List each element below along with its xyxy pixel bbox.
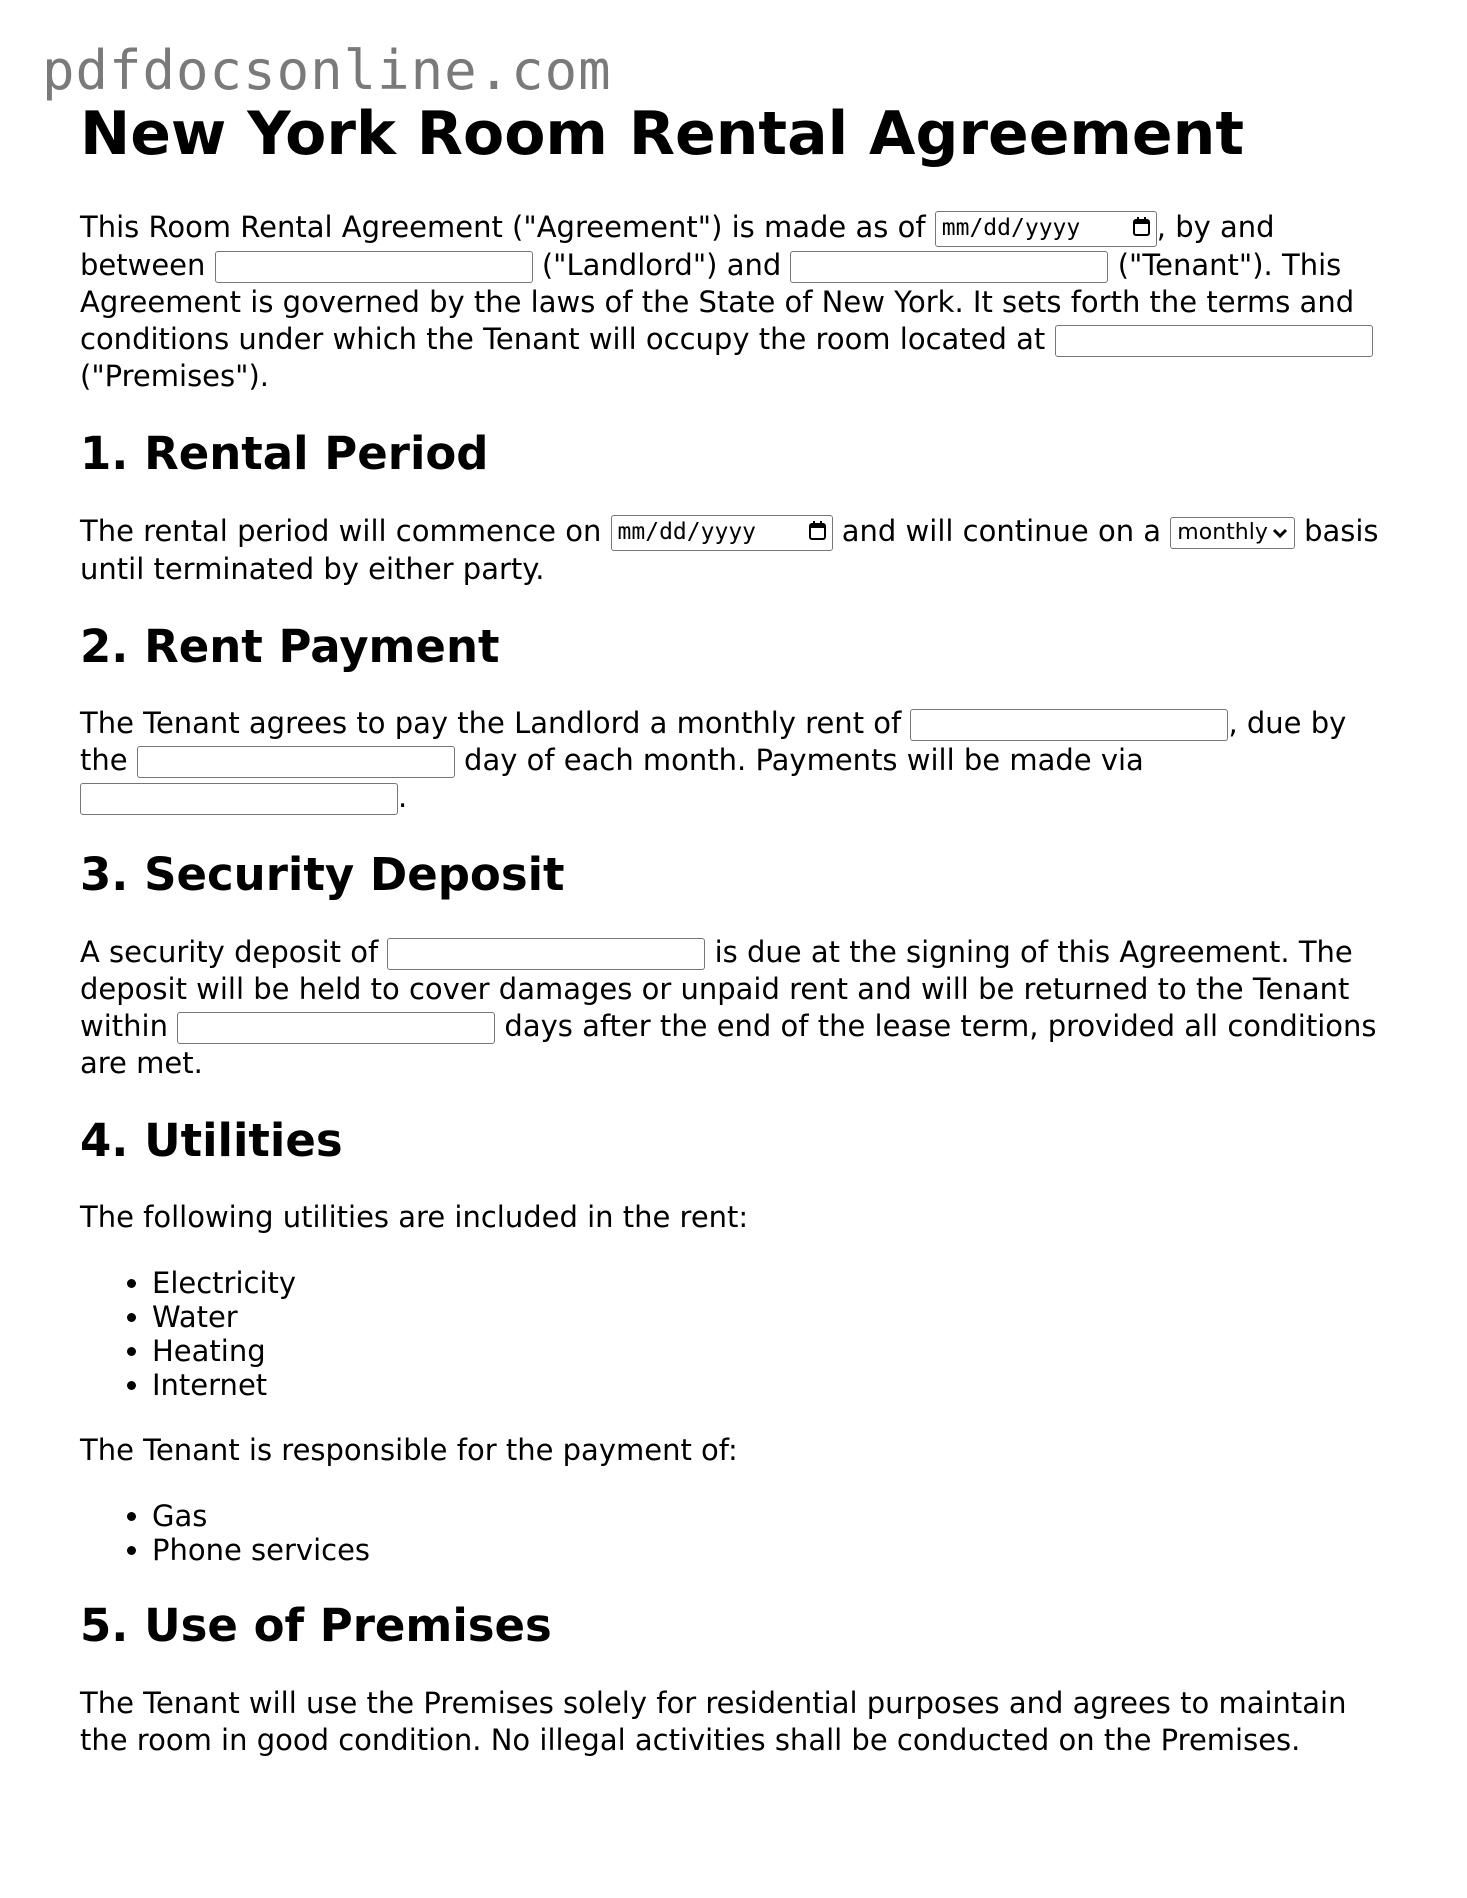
rental-period-paragraph	[80, 513, 1400, 588]
agreement-document	[80, 100, 1400, 1789]
rental-period-heading: 1. Rental Period	[80, 427, 489, 480]
due-day-input[interactable]	[137, 746, 455, 778]
utilities-included-list	[80, 1266, 1400, 1402]
rent-payment-text-4: .	[398, 780, 408, 814]
utilities-tenant-intro: The Tenant is responsible for the payment of:	[80, 1433, 738, 1467]
use-of-premises-paragraph: The Tenant will use the Premises solely for residential purposes and agrees to maintain the room in good condition. No illegal activities shall be conducted on the Premises.	[80, 1685, 1347, 1757]
chevron-down-icon	[1272, 527, 1288, 539]
list-item: • Water	[152, 1300, 1400, 1334]
calendar-icon[interactable]	[1133, 217, 1150, 236]
rental-period-text-2: and will continue on a	[841, 513, 1162, 548]
utilities-heading: 4. Utilities	[80, 1113, 343, 1167]
security-deposit-text-3: days after the end of the lease term, provided all conditions are met.	[80, 1008, 1377, 1080]
utilities-included-intro: The following utilities are included in the rent:	[80, 1200, 749, 1234]
intro-text-4: ("Tenant"). This Agreement is governed by the laws of the State of New York. It sets forth the terms and conditions under which the Tenant will occupy the room located at	[80, 248, 1355, 356]
rent-payment-text-2: , due by the	[80, 706, 1347, 777]
utilities-tenant-list	[80, 1499, 1400, 1567]
premises-address-input[interactable]	[1055, 325, 1373, 357]
list-item: • Electricity	[152, 1266, 1400, 1300]
intro-text-1: This Room Rental Agreement ("Agreement") is made as of	[80, 210, 926, 244]
intro-text-2: , by and between	[80, 210, 1275, 282]
security-deposit-text-2: is due at the signing of this Agreement. The deposit will be held to cover damages or unpaid rent and will be returned to the Tenant within	[80, 934, 1353, 1043]
rent-payment-text-1: The Tenant agrees to pay the Landlord a monthly rent of	[80, 706, 902, 740]
security-deposit-heading: 3. Security Deposit	[80, 848, 565, 901]
rent-payment-heading: 2. Rent Payment	[80, 619, 500, 673]
monthly-rent-input[interactable]	[910, 709, 1228, 741]
use-of-premises-heading: 5. Use of Premises	[80, 1599, 552, 1652]
rent-payment-text-3: day of each month. Payments will be made via	[464, 743, 1144, 777]
agreement-date-placeholder: mm/dd/yyyy	[941, 215, 1081, 241]
payment-method-input[interactable]	[80, 783, 398, 815]
calendar-icon[interactable]	[809, 521, 826, 540]
return-days-input[interactable]	[177, 1012, 495, 1044]
watermark: pdfdocsonline.com	[42, 39, 612, 102]
agreement-date-input[interactable]	[935, 211, 1157, 247]
page-title: New York Room Rental Agreement	[80, 99, 1245, 169]
rental-frequency-value: monthly	[1177, 519, 1268, 545]
security-deposit-paragraph	[80, 934, 1400, 1082]
commence-date-input[interactable]	[611, 515, 833, 551]
list-item: • Phone services	[152, 1533, 1400, 1567]
intro-text-5: ("Premises").	[80, 359, 269, 393]
list-item: • Gas	[152, 1499, 1400, 1533]
deposit-amount-input[interactable]	[387, 938, 705, 970]
list-item: • Heating	[152, 1334, 1400, 1368]
rental-period-text-3: basis until terminated by either party.	[80, 513, 1379, 586]
rental-frequency-select[interactable]	[1170, 517, 1295, 549]
security-deposit-text-1: A security deposit of	[80, 934, 379, 969]
list-item: • Internet	[152, 1368, 1400, 1402]
landlord-name-input[interactable]	[215, 251, 533, 283]
rent-payment-paragraph	[80, 705, 1400, 816]
intro-paragraph	[80, 209, 1400, 395]
rental-period-text-1: The rental period will commence on	[80, 513, 602, 548]
commence-date-placeholder: mm/dd/yyyy	[617, 518, 757, 545]
tenant-name-input[interactable]	[790, 251, 1108, 283]
intro-text-3: ("Landlord") and	[541, 248, 782, 282]
